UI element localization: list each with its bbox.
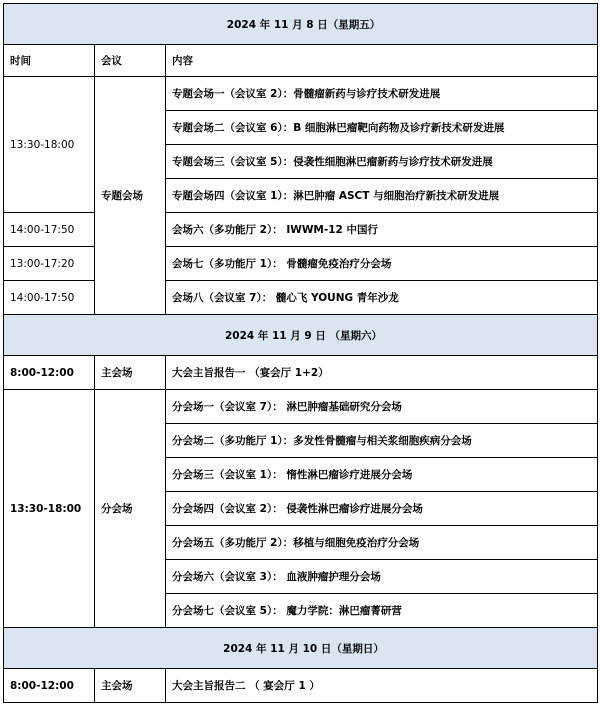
header-meeting: 会议 [95, 45, 166, 77]
meeting-cell: 分会场 [95, 390, 166, 628]
session-cell: 专题会场一（会议室 2）：骨髓瘤新药与诊疗技术研发进展 [166, 77, 598, 111]
header-content: 内容 [166, 45, 598, 77]
meeting-cell: 主会场 [95, 669, 166, 703]
time-cell: 13:30-18:00 [4, 390, 95, 628]
session-cell: 专题会场四（会议室 1）：淋巴肿瘤 ASCT 与细胞治疗新技术研发进展 [166, 179, 598, 213]
day-header-nov8 [4, 4, 598, 45]
session-cell: 分会场五（多功能厅 2）：移植与细胞免疫治疗分会场 [166, 526, 598, 560]
time-cell: 8:00-12:00 [4, 669, 95, 703]
time-cell: 13:00-17:20 [4, 247, 95, 281]
table-row [4, 247, 598, 281]
session-cell: 会场八（会议室 7）： 髓心飞 YOUNG 青年沙龙 [166, 281, 598, 315]
session-cell: 分会场二（多功能厅 1）：多发性骨髓瘤与相关浆细胞疾病分会场 [166, 424, 598, 458]
session-cell: 分会场四（会议室 2）： 侵袭性淋巴瘤诊疗进展分会场 [166, 492, 598, 526]
table-row [4, 213, 598, 247]
session-cell: 大会主旨报告二 （ 宴会厅 1 ） [166, 669, 598, 703]
session-cell: 大会主旨报告一 （宴会厅 1+2） [166, 356, 598, 390]
session-cell: 分会场一（会议室 7）： 淋巴肿瘤基础研究分会场 [166, 390, 598, 424]
table-row [4, 281, 598, 315]
session-cell: 专题会场三（会议室 5）：侵袭性细胞淋巴瘤新药与诊疗技术研发进展 [166, 145, 598, 179]
session-cell: 分会场三（会议室 1）： 惰性淋巴瘤诊疗进展分会场 [166, 458, 598, 492]
column-headers [4, 45, 598, 77]
table-row [4, 77, 598, 111]
session-cell: 分会场七（会议室 5）： 魔力学院：淋巴瘤菁研营 [166, 594, 598, 628]
meeting-cell: 主会场 [95, 356, 166, 390]
header-time: 时间 [4, 45, 95, 77]
day-title: 2024 年 11 月 10 日（星期日） [4, 628, 598, 669]
schedule-table [3, 3, 598, 703]
time-cell: 8:00-12:00 [4, 356, 95, 390]
day-title: 2024 年 11 月 9 日 （星期六） [4, 315, 598, 356]
table-row [4, 356, 598, 390]
day-title: 2024 年 11 月 8 日（星期五） [4, 4, 598, 45]
table-row [4, 390, 598, 424]
time-cell: 14:00-17:50 [4, 281, 95, 315]
session-cell: 专题会场二（会议室 6）：B 细胞淋巴瘤靶向药物及诊疗新技术研发进展 [166, 111, 598, 145]
session-cell: 会场七（多功能厅 1）： 骨髓瘤免疫治疗分会场 [166, 247, 598, 281]
session-cell: 会场六（多功能厅 2）： IWWM-12 中国行 [166, 213, 598, 247]
session-cell: 分会场六（会议室 3）： 血液肿瘤护理分会场 [166, 560, 598, 594]
table-row [4, 669, 598, 703]
time-cell: 13:30-18:00 [4, 77, 95, 213]
time-cell: 14:00-17:50 [4, 213, 95, 247]
day-header-nov9 [4, 315, 598, 356]
meeting-cell: 专题会场 [95, 77, 166, 315]
day-header-nov10 [4, 628, 598, 669]
